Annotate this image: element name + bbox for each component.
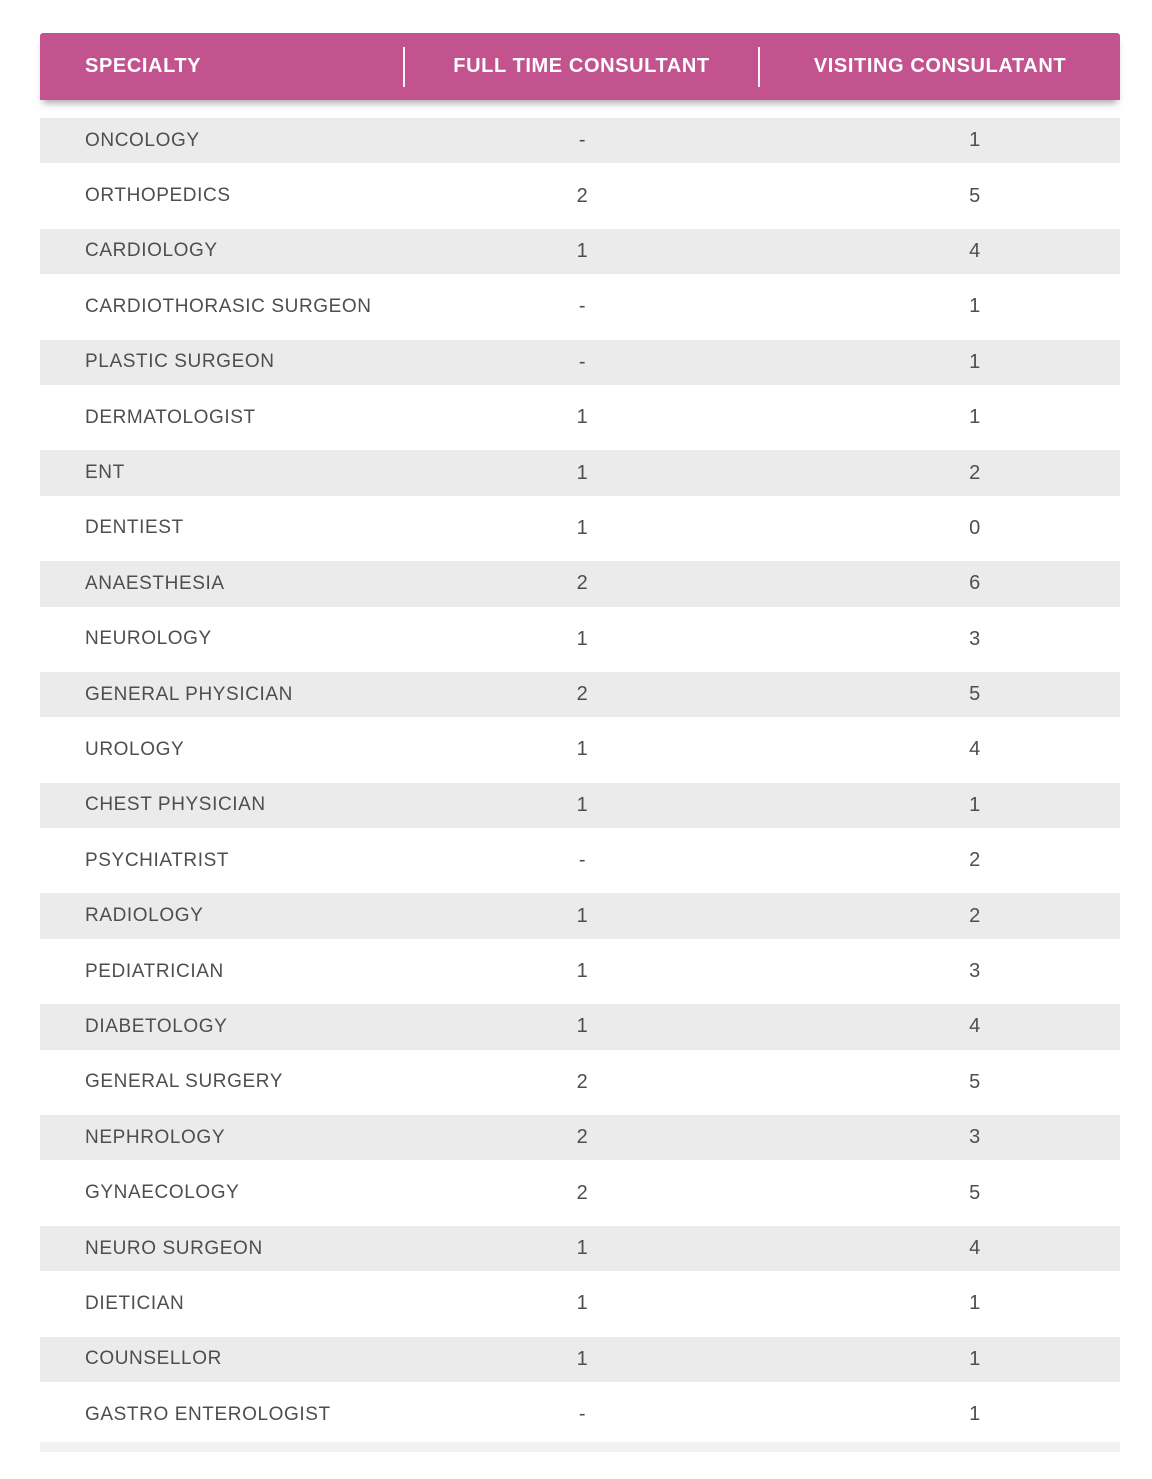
row-stripe	[40, 838, 1120, 883]
table-row	[40, 999, 1120, 1054]
row-stripe	[40, 1170, 1120, 1215]
specialty-cell: ANAESTHESIA	[85, 572, 225, 594]
consultants-table	[40, 33, 1120, 1452]
full-time-count-cell: -	[578, 295, 587, 318]
table-row	[40, 113, 1120, 168]
visiting-count-cell: 2	[969, 904, 981, 927]
full-time-count-cell: 1	[576, 627, 589, 650]
visiting-count-cell: 2	[969, 461, 981, 484]
specialty-cell: UROLOGY	[85, 738, 185, 760]
row-stripe	[40, 672, 1120, 717]
specialty-cell: COUNSELLOR	[85, 1348, 222, 1370]
table-row	[40, 1221, 1120, 1276]
visiting-count-cell: 4	[969, 1237, 981, 1259]
row-stripe	[40, 450, 1120, 495]
table-row	[40, 1387, 1120, 1442]
visiting-count-cell: 1	[969, 793, 981, 816]
visiting-count-cell: 1	[969, 1292, 981, 1315]
table-row	[40, 335, 1120, 390]
visiting-count-cell: 3	[969, 960, 981, 983]
table-row	[40, 1055, 1120, 1110]
visiting-count-cell: 1	[969, 406, 981, 429]
full-time-count-cell: 1	[576, 1292, 589, 1315]
table-row	[40, 279, 1120, 334]
visiting-count-cell: 4	[969, 738, 981, 761]
full-time-count-cell: 1	[576, 793, 589, 816]
specialty-cell: DERMATOLOGIST	[85, 406, 256, 428]
row-stripe	[40, 949, 1120, 994]
visiting-count-cell: 1	[969, 129, 981, 152]
row-stripe	[40, 173, 1120, 218]
row-stripe	[40, 783, 1120, 828]
table-row	[40, 778, 1120, 833]
table-row	[40, 1276, 1120, 1331]
full-time-count-cell: 2	[576, 184, 589, 207]
row-stripe	[40, 727, 1120, 772]
specialty-cell: PLASTIC SURGEON	[85, 351, 275, 373]
table-body	[40, 113, 1120, 1442]
full-time-count-cell: 1	[576, 516, 589, 539]
full-time-count-cell: -	[578, 350, 587, 373]
full-time-count-cell: 2	[576, 1126, 589, 1149]
visiting-count-cell: 5	[969, 184, 981, 207]
full-time-count-cell: 1	[576, 738, 589, 761]
visiting-count-cell: 3	[969, 627, 981, 650]
full-time-count-cell: 2	[576, 1181, 589, 1204]
specialty-cell: PEDIATRICIAN	[85, 960, 224, 982]
visiting-count-cell: 1	[969, 295, 981, 318]
table-row	[40, 888, 1120, 943]
specialty-cell: DIABETOLOGY	[85, 1015, 228, 1037]
row-stripe	[40, 1281, 1120, 1326]
visiting-count-cell: 5	[969, 1070, 981, 1093]
table-row	[40, 168, 1120, 223]
row-stripe	[40, 340, 1120, 385]
visiting-count-cell: 4	[969, 1015, 981, 1038]
table-row	[40, 944, 1120, 999]
row-stripe	[40, 1060, 1120, 1105]
row-stripe	[40, 229, 1120, 274]
row-stripe	[40, 1337, 1120, 1382]
full-time-count-cell: 1	[576, 960, 589, 983]
table-row	[40, 224, 1120, 279]
row-stripe	[40, 506, 1120, 551]
table-row	[40, 833, 1120, 888]
specialty-cell: ONCOLOGY	[85, 129, 200, 151]
visiting-count-cell: 1	[969, 1403, 981, 1426]
specialty-cell: ENT	[85, 462, 125, 484]
table-row	[40, 1165, 1120, 1220]
specialty-cell: RADIOLOGY	[85, 905, 204, 927]
full-time-count-cell: 1	[576, 406, 589, 429]
specialty-cell: GENERAL PHYSICIAN	[85, 683, 293, 705]
visiting-count-cell: 1	[969, 1347, 981, 1370]
specialty-cell: PSYCHIATRIST	[85, 849, 230, 871]
specialty-cell: GENERAL SURGERY	[85, 1071, 283, 1093]
visiting-count-cell: 3	[969, 1126, 981, 1149]
full-time-count-cell: 2	[576, 1070, 589, 1093]
table-row	[40, 556, 1120, 611]
full-time-count-cell: 2	[576, 572, 589, 595]
full-time-count-cell: 1	[576, 461, 589, 484]
row-stripe	[40, 1004, 1120, 1049]
visiting-count-cell: 5	[969, 1181, 981, 1204]
specialty-cell: CARDIOLOGY	[85, 240, 218, 262]
row-stripe	[40, 118, 1120, 163]
table-row	[40, 390, 1120, 445]
table-bottom-sliver	[40, 1442, 1120, 1452]
table-header-row	[40, 33, 1120, 100]
row-stripe	[40, 1392, 1120, 1437]
visiting-count-cell: 5	[969, 683, 981, 706]
column-header-visiting-consultant: VISITING CONSULATANT	[813, 55, 1067, 77]
row-stripe	[40, 395, 1120, 440]
table-row	[40, 667, 1120, 722]
table-row	[40, 501, 1120, 556]
row-stripe	[40, 893, 1120, 938]
full-time-count-cell: -	[578, 1403, 587, 1426]
row-stripe	[40, 1226, 1120, 1271]
row-stripe	[40, 1115, 1120, 1160]
row-stripe	[40, 617, 1120, 662]
specialty-cell: NEURO SURGEON	[85, 1237, 263, 1259]
visiting-count-cell: 2	[969, 849, 981, 872]
full-time-count-cell: 1	[576, 904, 589, 927]
full-time-count-cell: 1	[576, 1237, 589, 1259]
specialty-cell: GYNAECOLOGY	[85, 1182, 240, 1204]
full-time-count-cell: 1	[576, 239, 589, 262]
full-time-count-cell: 2	[576, 683, 589, 706]
row-stripe	[40, 284, 1120, 329]
specialty-cell: GASTRO ENTEROLOGIST	[85, 1403, 331, 1425]
specialty-cell: ORTHOPEDICS	[85, 185, 231, 207]
row-stripe	[40, 561, 1120, 606]
full-time-count-cell: -	[578, 849, 587, 872]
column-header-specialty: SPECIALTY	[85, 55, 202, 77]
column-header-full-time-consultant: FULL TIME CONSULTANT	[453, 55, 710, 77]
full-time-count-cell: 1	[576, 1015, 589, 1038]
table-row	[40, 445, 1120, 500]
full-time-count-cell: 1	[576, 1347, 589, 1370]
table-row	[40, 1110, 1120, 1165]
specialty-cell: CHEST PHYSICIAN	[85, 794, 266, 816]
table-row	[40, 612, 1120, 667]
specialty-cell: DENTIEST	[85, 517, 184, 539]
specialty-cell: NEUROLOGY	[85, 628, 212, 650]
full-time-count-cell: -	[578, 129, 587, 152]
specialty-cell: DIETICIAN	[85, 1292, 185, 1314]
visiting-count-cell: 0	[969, 516, 981, 539]
specialty-cell: CARDIOTHORASIC SURGEON	[85, 295, 372, 317]
table-row	[40, 722, 1120, 777]
visiting-count-cell: 4	[969, 239, 981, 262]
table-row	[40, 1332, 1120, 1387]
visiting-count-cell: 1	[969, 350, 981, 373]
specialty-cell: NEPHROLOGY	[85, 1126, 226, 1148]
visiting-count-cell: 6	[969, 572, 981, 595]
